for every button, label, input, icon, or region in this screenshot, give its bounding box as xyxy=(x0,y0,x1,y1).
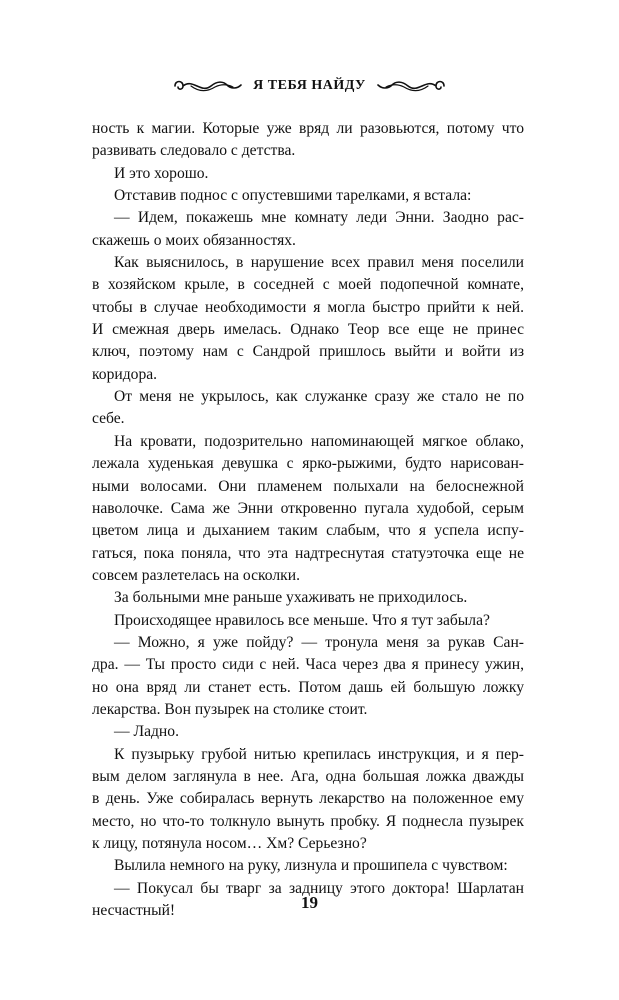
text-line: наволочке. Сама же Энни откровенно пугала худобой, серым xyxy=(92,499,524,517)
text-line: лекарства. Вон пузырек на столике стоит. xyxy=(92,700,368,718)
text-line: но она вряд ли станет есть. Потом дашь ей большую ложку xyxy=(92,678,524,696)
running-title: Я ТЕБЯ НАЙДУ xyxy=(253,78,366,93)
body-text xyxy=(92,118,524,922)
text-line: — Можно, я уже пойду? — тронула меня за рукав Сан- xyxy=(114,633,524,651)
text-line: Отставив поднос с опустевшими тарелками, я встала: xyxy=(114,187,472,205)
text-line: И это хорошо. xyxy=(114,164,209,182)
text-line: несчастный! xyxy=(92,902,176,920)
text-line: место, но что-то толкнуло вынуть пробку. Я поднесла пузырек xyxy=(92,812,524,830)
text-line: За больными мне раньше ухаживать не приходилось. xyxy=(114,589,468,607)
flourish-right-icon xyxy=(376,76,448,96)
text-line: Происходящее нравилось все меньше. Что я тут забыла? xyxy=(114,611,490,629)
text-line: Вылила немного на руку, лизнула и прошипела с чувством: xyxy=(114,857,508,875)
text-line: И смежная дверь имелась. Однако Теор все еще не принес xyxy=(92,321,524,339)
text-line: себе. xyxy=(92,410,125,428)
text-line: Как выяснилось, в нарушение всех правил меня поселили xyxy=(114,254,524,272)
page-number: 19 xyxy=(301,893,318,912)
text-line: в хозяйском крыле, в соседней с моей подопечной комнате, xyxy=(92,276,524,294)
text-line: — Покусал бы тварг за задницу этого доктора! Шарлатан xyxy=(114,879,524,897)
text-line: совсем разлетелась на осколки. xyxy=(92,566,300,584)
text-line: лежала худенькая девушка с ярко-рыжими, будто нарисован- xyxy=(92,455,524,473)
text-line: к лицу, потянула носом… Хм? Серьезно? xyxy=(92,835,367,852)
text-line: чтобы в случае необходимости я могла быстро прийти к ней. xyxy=(92,298,524,316)
text-line: вым делом заглянула в нее. Ага, одна большая ложка дважды xyxy=(92,767,524,785)
text-line: ключ, поэтому нам с Сандрой пришлось выйти и войти из xyxy=(92,343,524,361)
text-line: На кровати, подозрительно напоминающей мягкое облако, xyxy=(114,432,524,450)
text-line: коридора. xyxy=(92,365,158,383)
text-line: К пузырьку грубой нитью крепилась инструкция, и я пер- xyxy=(114,745,524,763)
text-line: ность к магии. Которые уже вряд ли разовьются, потому что xyxy=(92,120,524,137)
text-line: ными волосами. Они пламенем полыхали на белоснежной xyxy=(92,477,524,495)
running-header xyxy=(0,72,619,100)
text-line: — Ладно. xyxy=(114,723,179,741)
text-line: От меня не укрылось, как служанке сразу же стало не по xyxy=(114,388,524,406)
text-line: цветом лица и дыханием таким слабым, что я успела испу- xyxy=(92,522,524,540)
text-line: в день. Уже собиралась вернуть лекарство на положенное ему xyxy=(92,790,524,808)
text-line: дра. — Ты просто сиди с ней. Часа через два я принесу ужин, xyxy=(92,656,524,674)
text-line: скажешь о моих обязанностях. xyxy=(92,231,296,249)
flourish-left-icon xyxy=(171,76,243,96)
text-line: развивать следовало с детства. xyxy=(92,142,296,160)
text-line: гаться, пока поняла, что эта надтреснутая статуэточка еще не xyxy=(92,544,524,562)
text-line: — Идем, покажешь мне комнату леди Энни. Заодно рас- xyxy=(114,209,524,227)
